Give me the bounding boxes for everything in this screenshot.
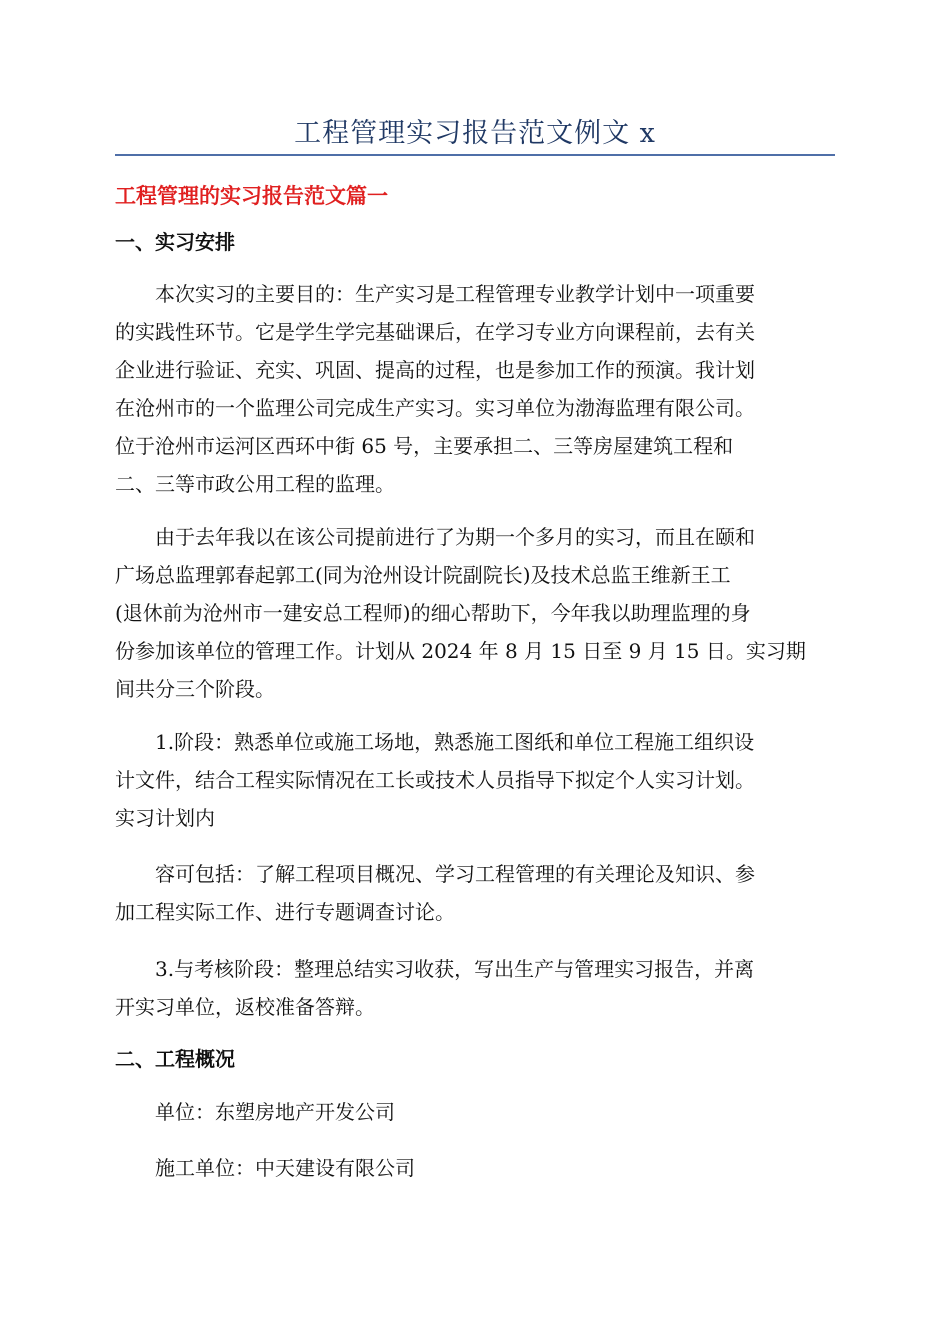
paragraph-line: (退休前为沧州市一建安总工程师)的细心帮助下，今年我以助理监理的身: [115, 601, 751, 625]
paragraph-line: 加工程实际工作、进行专题调查讨论。: [115, 900, 455, 924]
paragraph-line: 本次实习的主要目的：生产实习是工程管理专业教学计划中一项重要: [155, 282, 755, 306]
section-heading: 工程管理的实习报告范文篇一: [115, 184, 388, 208]
paragraph-line: 间共分三个阶段。: [115, 677, 275, 701]
paragraph-line: 开实习单位，返校准备答辩。: [115, 995, 375, 1019]
paragraph-line: 的实践性环节。它是学生学完基础课后，在学习专业方向课程前，去有关: [115, 320, 755, 344]
paragraph-line: 3.与考核阶段：整理总结实习收获，写出生产与管理实习报告，并离: [155, 957, 755, 981]
paragraph-stage-three: [115, 950, 835, 1026]
paragraph-line: 二、三等市政公用工程的监理。: [115, 472, 395, 496]
paragraph-line: 1.阶段：熟悉单位或施工场地，熟悉施工图纸和单位工程施工组织设: [155, 730, 755, 754]
paragraph-line: 位于沧州市运河区西环中街 65 号，主要承担二、三等房屋建筑工程和: [115, 434, 734, 458]
paragraph-construction-unit: [115, 1149, 835, 1187]
paragraph-line: 广场总监理郭春起郭工(同为沧州设计院副院长)及技术总监王维新王工: [115, 563, 731, 587]
paragraph-background: [115, 518, 835, 708]
paragraph-line: 实习计划内: [115, 806, 215, 830]
heading-project-overview: 二、工程概况: [115, 1047, 235, 1071]
paragraph-line: 计文件，结合工程实际情况在工长或技术人员指导下拟定个人实习计划。: [115, 768, 755, 792]
paragraph-purpose: [115, 275, 835, 503]
paragraph-line: 企业进行验证、充实、巩固、提高的过程，也是参加工作的预演。我计划: [115, 358, 755, 382]
paragraph-line: 在沧州市的一个监理公司完成生产实习。实习单位为渤海监理有限公司。: [115, 396, 755, 420]
paragraph-owner-unit: [115, 1093, 835, 1131]
title-underline: [115, 154, 835, 156]
document-title: 工程管理实习报告范文例文 x: [294, 118, 656, 149]
paragraph-line: 份参加该单位的管理工作。计划从 2024 年 8 月 15 日至 9 月 15 日。实习期: [115, 639, 806, 663]
heading-internship-arrangement: 一、实习安排: [115, 230, 235, 254]
paragraph-stage-one: [115, 723, 835, 837]
paragraph-line: 施工单位：中天建设有限公司: [155, 1156, 415, 1180]
paragraph-line: 单位：东塑房地产开发公司: [155, 1100, 395, 1124]
paragraph-line: 由于去年我以在该公司提前进行了为期一个多月的实习，而且在颐和: [155, 525, 755, 549]
paragraph-line: 容可包括：了解工程项目概况、学习工程管理的有关理论及知识、参: [155, 862, 755, 886]
paragraph-plan-content: [115, 855, 835, 931]
